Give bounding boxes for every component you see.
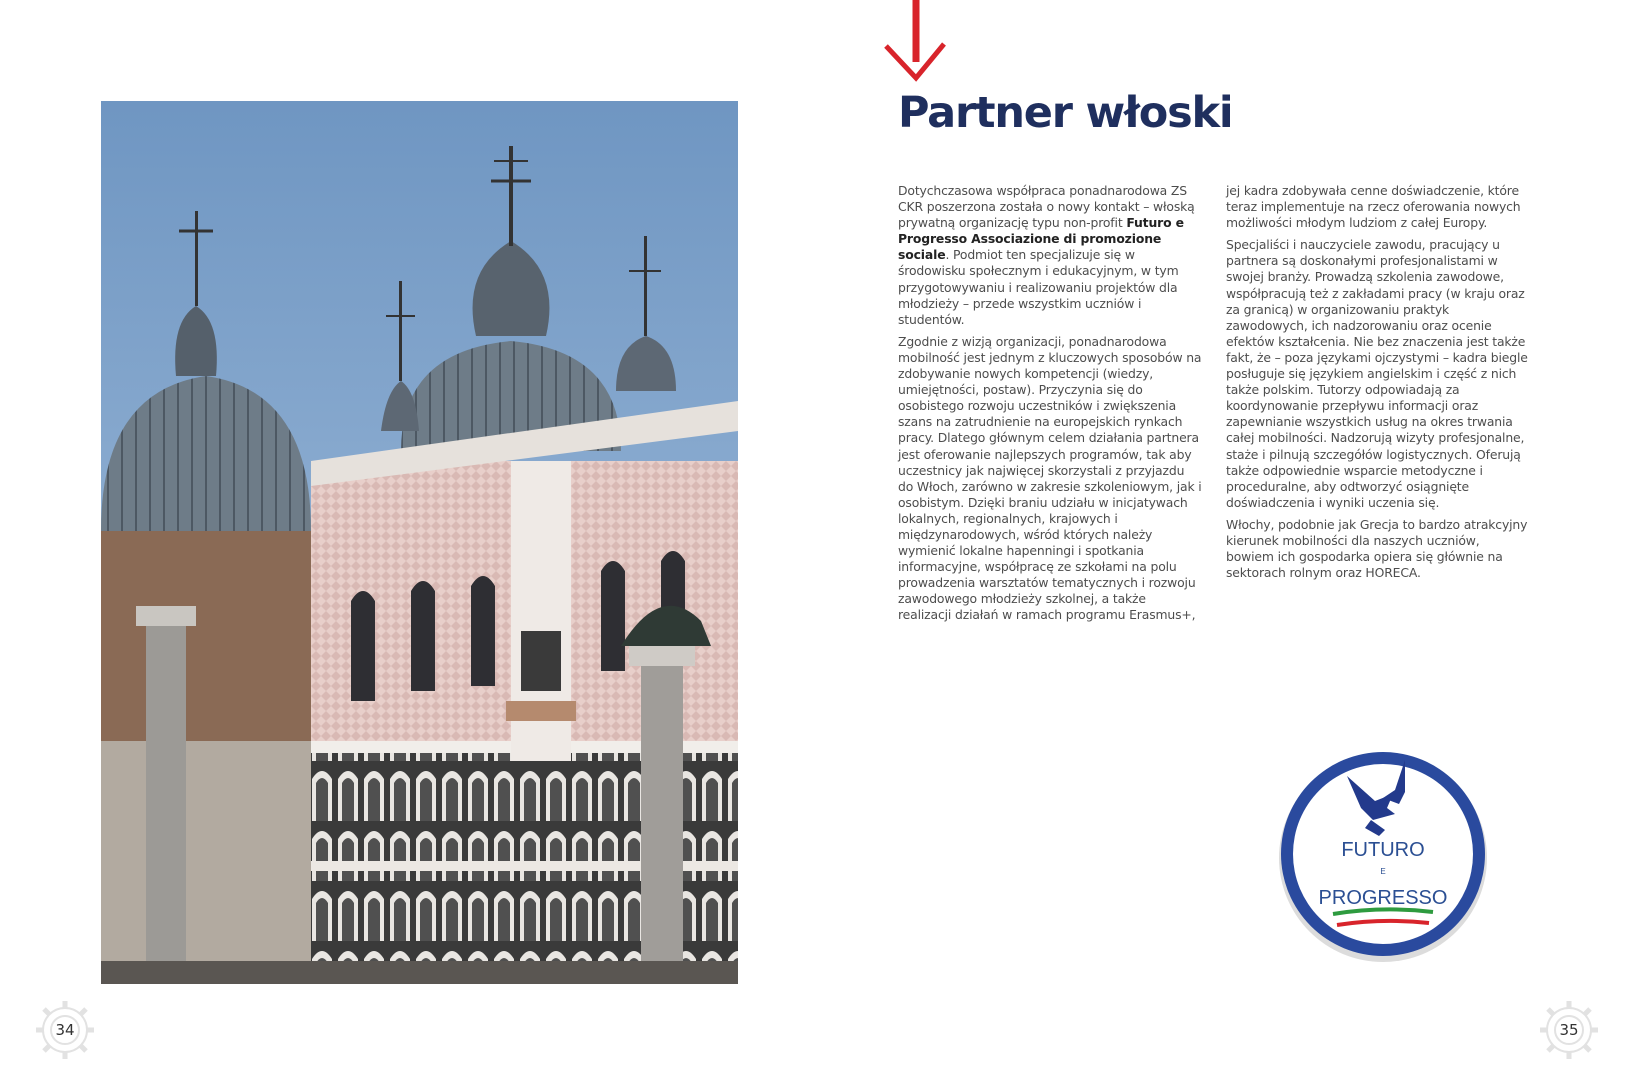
text-column-left bbox=[898, 183, 1202, 630]
paragraph: jej kadra zdobywała cenne doświadczenie, które teraz implementuje na rzecz oferowania nowych możliwości młodym ludziom z całej Europy. bbox=[1226, 183, 1521, 231]
red-arrow-icon bbox=[880, 0, 950, 84]
page-number-right bbox=[1536, 997, 1602, 1063]
futuro-e-progresso-logo bbox=[1275, 746, 1491, 962]
logo-line3: PROGRESSO bbox=[1318, 887, 1448, 909]
page-number-label: 35 bbox=[1559, 1021, 1579, 1039]
venice-photo bbox=[101, 101, 738, 984]
page-number-left bbox=[32, 997, 98, 1063]
page-title: Partner włoski bbox=[898, 88, 1233, 138]
logo-line1: FUTURO bbox=[1341, 839, 1425, 861]
text-column-right bbox=[1226, 183, 1530, 587]
paragraph: Dotychczasowa współpraca ponadnarodowa ZS CKR poszerzona została o nowy kontakt – włoską prywatną organizację typu non-profit Futuro e Progresso Associazione di promozione sociale. Podmiot ten specjalizuje się w środowisku społecznym i edukacyjnym, w tym przygotowywaniu i realizowaniu projektów dla młodzieży – przede wszystkim uczniów i studentów. bbox=[898, 183, 1195, 327]
paragraph: Włochy, podobnie jak Grecja to bardzo atrakcyjny kierunek mobilności dla naszych uczniów, bowiem ich gospodarka opiera się głównie na sektorach rolnym oraz HORECA. bbox=[1226, 516, 1528, 581]
partner-name: Futuro e Progresso Associazione di promozione sociale bbox=[898, 215, 1184, 263]
page-number-label: 34 bbox=[55, 1021, 75, 1039]
paragraph: Specjaliści i nauczyciele zawodu, pracujący u partnera są doskonałymi profesjonalistami w swojej branży. Prowadzą szkolenia zawodowe, współpracują też z zakładami pracy (w kraju oraz za granicą) w organizowaniu praktyk zawodowych, ich nadzorowaniu oraz ocenie efektów kształcenia. Nie bez znaczenia jest także fakt, że – poza językami ojczystymi – kadra biegle posługuje się językiem angielskim i część z nich także polskim. Tutorzy odpowiadają za koordynowanie przepływu informacji oraz zapewnianie wszystkich usług na okres trwania całej mobilności. Nadzorują wizyty profesjonalne, staże i pilnują szczegółów logistycznych. Oferują także odpowiednie wsparcie metodyczne i proceduralne, aby odtworzyć osiągnięte doświadczenia i wyniki uczenia się. bbox=[1226, 237, 1528, 510]
logo-line2: E bbox=[1380, 867, 1386, 876]
paragraph: Zgodnie z wizją organizacji, ponadnarodowa mobilność jest jednym z kluczowych sposobów na zdobywanie nowych kompetencji (wiedzy, umiejętności, postaw). Przyczynia się do osobistego rozwoju uczestników i zwiększenia szans na zatrudnienie na europejskich rynkach pracy. Dlatego głównym celem działania partnera jest oferowanie najlepszych programów, tak aby uczestnicy jak najwięcej skorzystali z przyjazdu do Włoch, zarówno w zakresie szkoleniowym, jak i osobistym. Dzięki braniu udziału w inicjatywach lokalnych, regionalnych, krajowych i międzynarodowych, wśród których należy wymienić lokalne hapenningi i spotkania informacyjne, współpracę ze szkołami na polu prowadzenia warsztatów tematycznych i rozwoju zawodowego młodzieży szkolnej, a także realizacji działań w ramach programu Erasmus+, bbox=[898, 333, 1202, 623]
